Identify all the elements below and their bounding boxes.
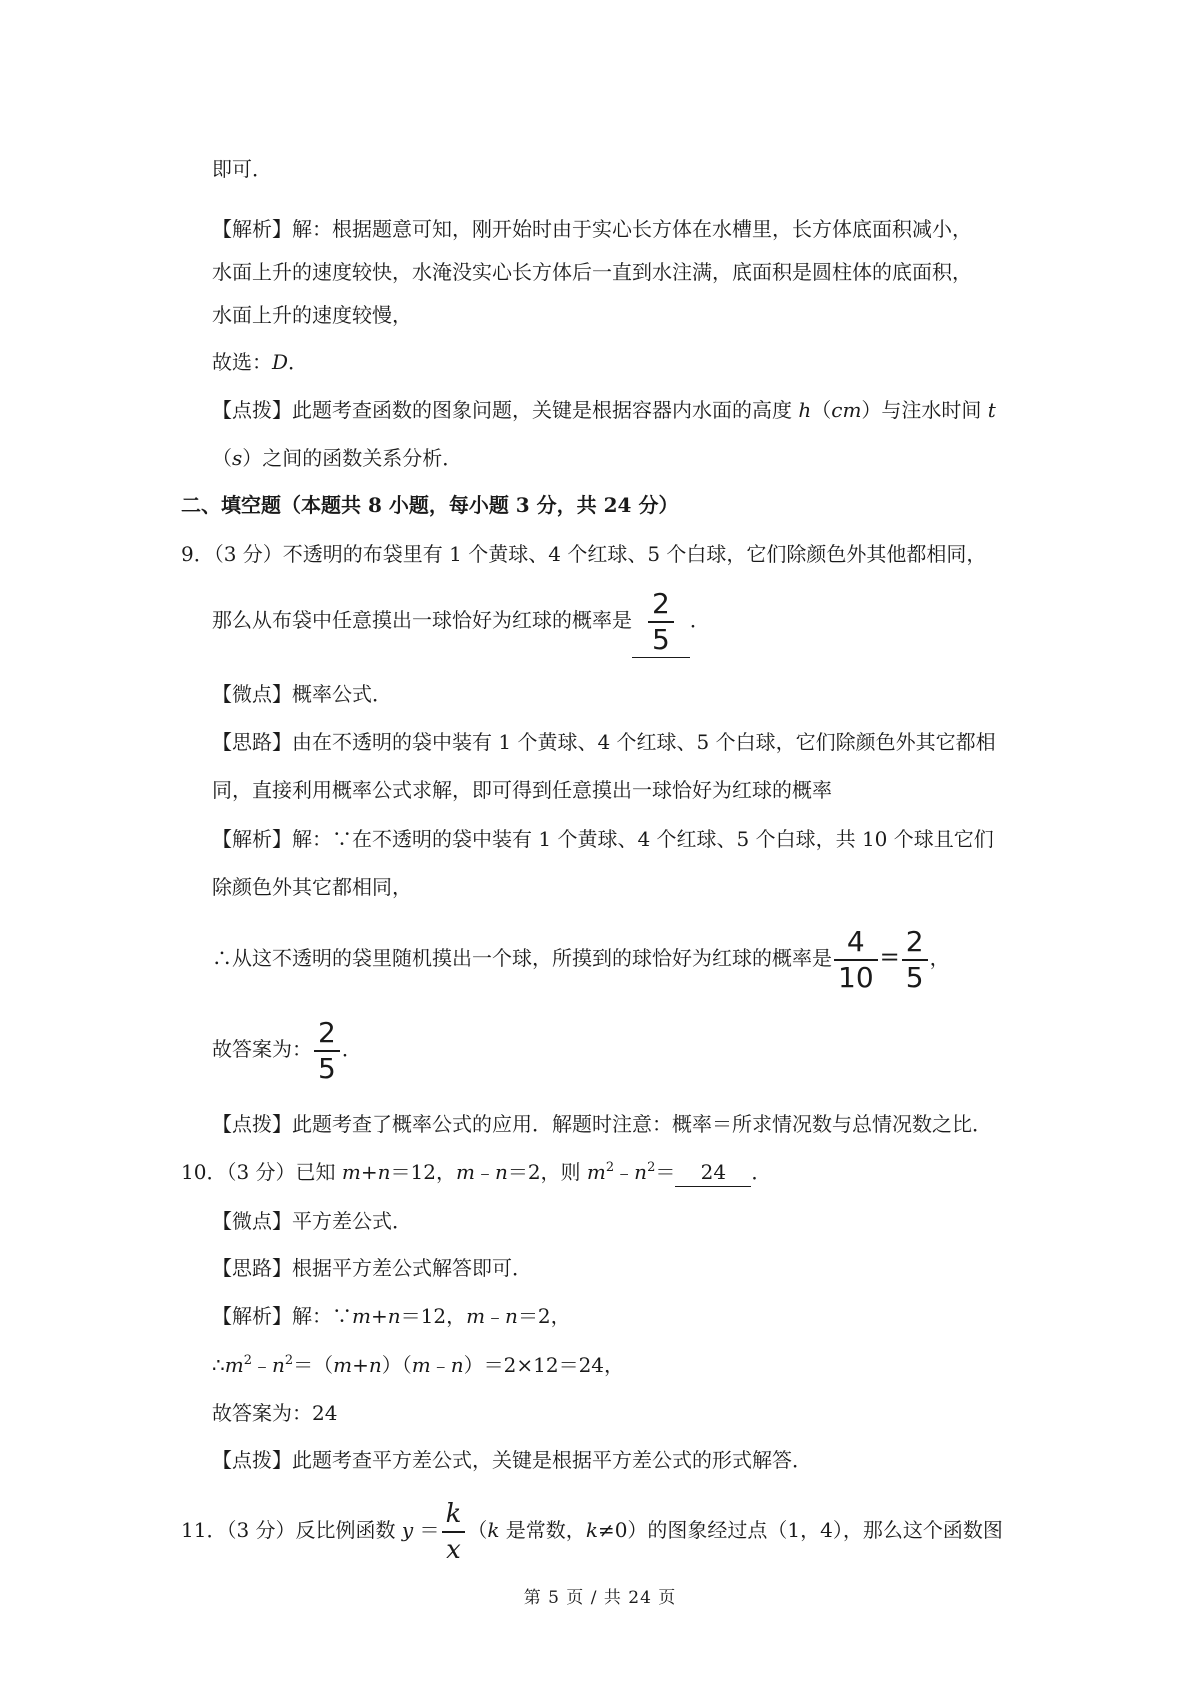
analysis-line: ∴从这不透明的袋里随机摸出一个球，所摸到的球恰好为红球的概率是 $\frac{4}{10}$ = $\frac{2}{5}$ ， (212, 924, 950, 994)
page-footer: 第 5 页 / 共 24 页 (523, 1588, 677, 1608)
idea-line: 【思路】由在不透明的袋中装有 1 个黄球、4 个红球、5 个白球，它们除颜色外其它都相 (212, 730, 996, 754)
text-line: 水面上升的速度较慢， (212, 303, 412, 327)
answer-line: 故答案为： $\frac{2}{5}$ ． (212, 1015, 362, 1085)
idea-line: 同，直接利用概率公式求解，即可得到任意摸出一球恰好为红球的概率 (212, 778, 832, 802)
question-10-stem: 10．（3 分）已知 m+n＝12，m﹣n＝2，则 $m^2﹣n^2= 24$ ． (181, 1158, 771, 1187)
analysis-line: 【解析】解：∵在不透明的袋中装有 1 个黄球、4 个红球、5 个白球，共 10 个球且它们 (212, 827, 994, 851)
tip-line: 【点拨】此题考查了概率公式的应用．解题时注意：概率＝所求情况数与总情况数之比． (212, 1112, 992, 1136)
analysis-line: 除颜色外其它都相同， (212, 875, 412, 899)
tip-line: 【点拨】此题考查平方差公式，关键是根据平方差公式的形式解答． (212, 1448, 812, 1472)
answer-blank (632, 583, 690, 658)
analysis-line: 【解析】解：根据题意可知，刚开始时由于实心长方体在水槽里，长方体底面积减小， (212, 217, 972, 241)
calc-line: $\therefore m^2﹣n^2=(m+n)(m﹣n)=2\times 12=24$， (212, 1353, 625, 1377)
point-line: 【微点】平方差公式． (212, 1209, 412, 1233)
tip-line: （s）之间的函数关系分析． (212, 446, 463, 470)
question-9-stem-2: 那么从布袋中任意摸出一球恰好为红球的概率是 $\frac{2}{5}$ ． (212, 583, 710, 658)
fraction: $\frac{2}{5}$ (314, 1016, 340, 1086)
section-heading: 二、填空题（本题共 8 小题，每小题 3 分，共 24 分） (181, 493, 679, 517)
text-line: 即可． (212, 157, 272, 181)
fraction: $\frac{k}{x}$ (442, 1497, 466, 1567)
analysis-line: 【解析】解：∵m+n＝12，m﹣n＝2， (212, 1304, 571, 1328)
answer-line: 故选：D． (212, 350, 309, 374)
fraction: $\frac{2}{5}$ (648, 587, 674, 657)
fraction: $\frac{2}{5}$ (902, 925, 928, 995)
question-9-stem: 9．（3 分）不透明的布袋里有 1 个黄球、4 个红球、5 个白球，它们除颜色外其他都相同， (181, 542, 987, 566)
text-line: 水面上升的速度较快，水淹没实心长方体后一直到水注满，底面积是圆柱体的底面积， (212, 260, 972, 284)
tip-line: 【点拨】此题考查函数的图象问题，关键是根据容器内水面的高度 h（cm）与注水时间 t (212, 398, 996, 422)
fraction: $\frac{4}{10}$ (834, 925, 878, 995)
idea-line: 【思路】根据平方差公式解答即可． (212, 1256, 532, 1280)
point-line: 【微点】概率公式． (212, 682, 392, 706)
question-11-stem: 11．（3 分）反比例函数 y ＝ $\frac{k}{x}$ （k 是常数，k≠0）的图象经过点（1，4），那么这个函数图 (181, 1498, 1003, 1565)
answer-line: 故答案为：24 (212, 1401, 338, 1425)
answer-blank: 24 (675, 1158, 751, 1187)
